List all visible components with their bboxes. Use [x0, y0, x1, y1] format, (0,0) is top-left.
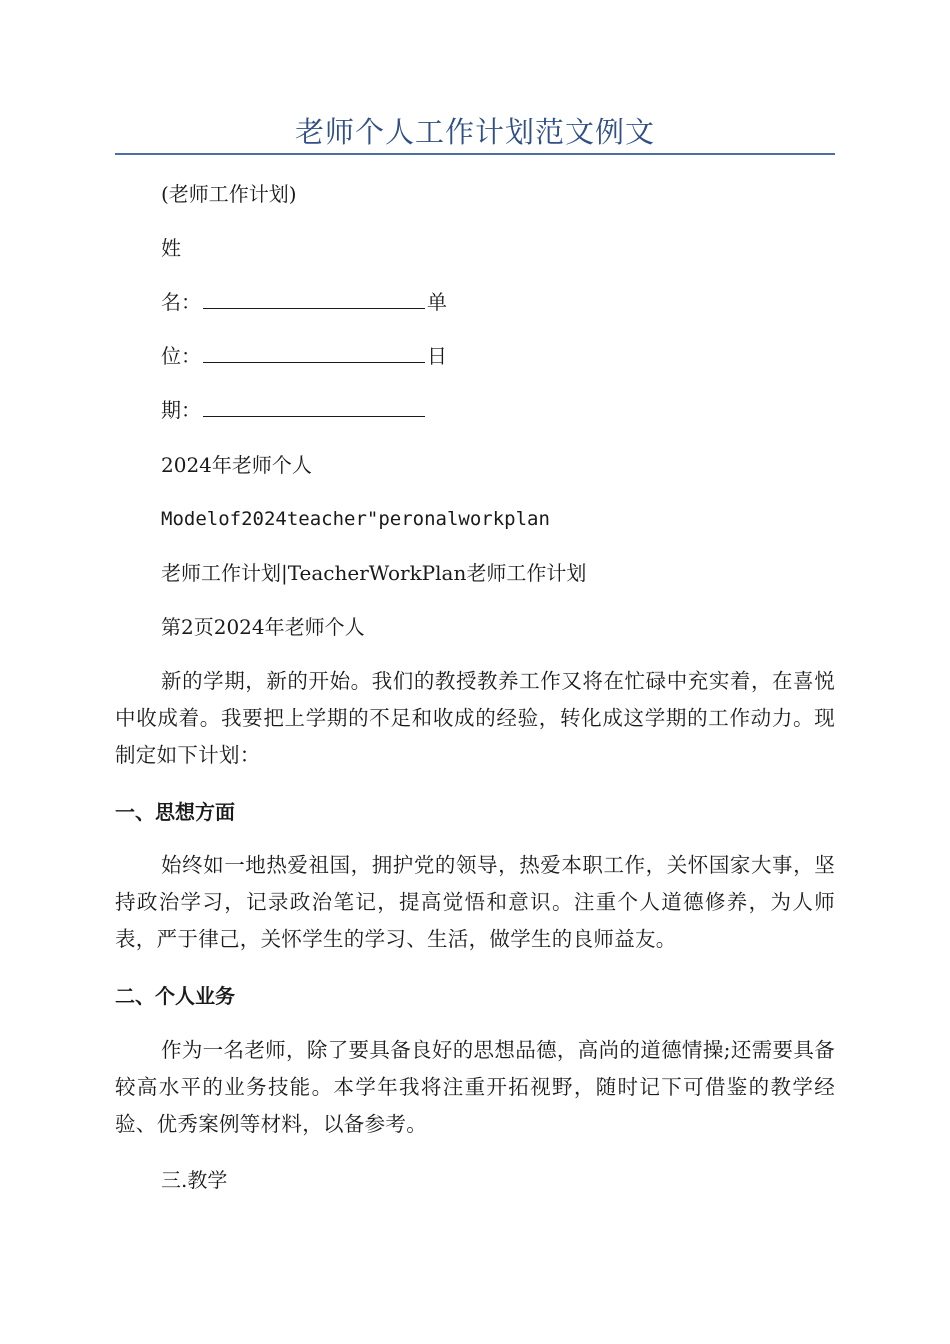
- category-line: 老师工作计划|TeacherWorkPlan老师工作计划: [161, 561, 587, 585]
- date-label-part2: 期：: [161, 398, 201, 422]
- date-blank-field[interactable]: [203, 398, 425, 417]
- intro-paragraph: 新的学期，新的开始。我们的教授教养工作又将在忙碌中充实着，在喜悦中收成着。我要把上学期的不足和收成的经验，转化成这学期的工作动力。现制定如下计划：: [115, 669, 835, 767]
- subtitle: (老师工作计划): [161, 182, 297, 206]
- unit-label-part2: 位：: [161, 344, 201, 368]
- date-row: [161, 396, 427, 424]
- unit-row: [161, 342, 447, 370]
- section3-heading: 三.教学: [161, 1168, 228, 1192]
- unit-label-part1: 单: [427, 290, 447, 314]
- section1-heading: 一、思想方面: [115, 800, 235, 824]
- name-blank-field[interactable]: [203, 290, 425, 309]
- section2-paragraph: 作为一名老师，除了要具备良好的思想品德，高尚的道德情操;还需要具备较高水平的业务技能。本学年我将注重开拓视野，随时记下可借鉴的教学经验、优秀案例等材料，以备参考。: [115, 1038, 835, 1136]
- unit-blank-field[interactable]: [203, 344, 425, 363]
- name-row: [161, 288, 447, 316]
- title-divider: [115, 153, 835, 155]
- name-label-part1: 姓: [161, 236, 181, 260]
- date-label-part1: 日: [427, 344, 447, 368]
- model-line: Modelof2024teacher"peronalworkplan: [161, 508, 550, 530]
- document-title: 老师个人工作计划范文例文: [294, 115, 655, 149]
- year-title-line: 2024年老师个人: [161, 453, 312, 477]
- page-line: 第2页2024年老师个人: [161, 615, 365, 639]
- section1-paragraph: 始终如一地热爱祖国，拥护党的领导，热爱本职工作，关怀国家大事，坚持政治学习，记录政治笔记，提高觉悟和意识。注重个人道德修养，为人师表，严于律己，关怀学生的学习、生活，做学生的良师益友。: [115, 853, 835, 951]
- name-label-part2: 名：: [161, 290, 201, 314]
- section2-heading: 二、个人业务: [115, 984, 235, 1008]
